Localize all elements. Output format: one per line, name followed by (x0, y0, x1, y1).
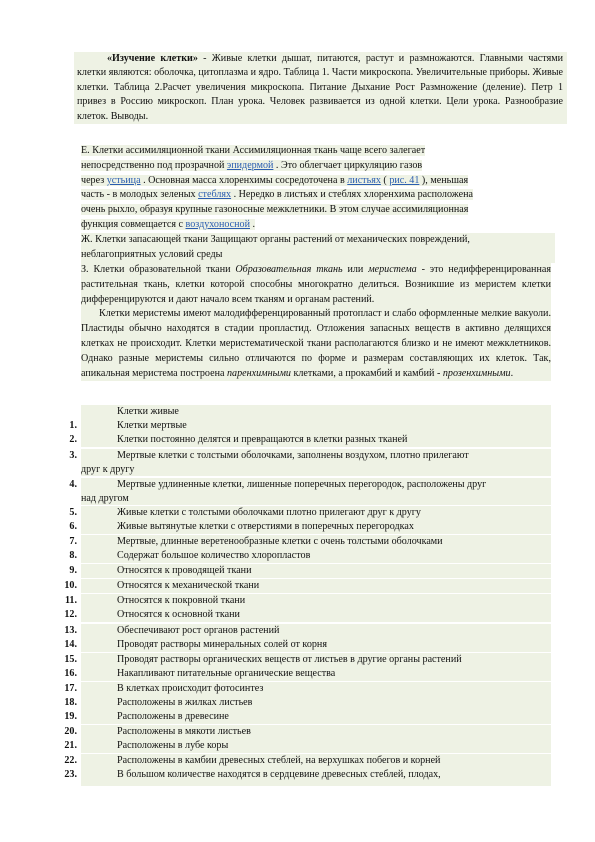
list-item-number: 21. (64, 740, 77, 751)
list-item (64, 638, 551, 652)
list-item (64, 653, 551, 667)
list-item-number: 20. (64, 726, 77, 737)
list-item-text: Расположены в древесине (117, 711, 229, 722)
section-e-text: через (81, 174, 107, 186)
list-item-text: Относятся к механической ткани (117, 580, 260, 591)
list-item-number: 1. (69, 420, 77, 431)
list-item-number: 3. (69, 450, 77, 461)
term-prozenkhimnymi: прозенхимными (442, 367, 511, 379)
link-figure-41[interactable]: рис. 41 (389, 174, 420, 186)
list-item (69, 535, 551, 549)
term-parenkhimnymi: паренхимными (227, 367, 291, 379)
list-item-text: Накапливают питательные органические вещества (117, 668, 336, 679)
list-item-number: 11. (64, 595, 77, 606)
link-ustitsa[interactable]: устьица (106, 174, 141, 186)
list-item-number: 17. (64, 683, 77, 694)
list-item (64, 739, 551, 753)
list-item-number: 12. (64, 609, 77, 620)
list-item (64, 667, 551, 681)
list-header (81, 405, 551, 419)
list-item (69, 549, 551, 563)
list-item-text: Мертвые, длинные веретенообразные клетки с очень толстыми оболочками (117, 536, 443, 547)
list-item-number: 19. (64, 711, 77, 722)
section-e-text: часть - в молодых зеленых (81, 189, 199, 201)
list-item (64, 754, 551, 768)
section-zh-line-1: Ж. Клетки запасающей ткани Защищают органы растений от механических повреждений, (81, 234, 470, 245)
list-item-number: 14. (64, 639, 77, 650)
link-vozdukhonosnoy[interactable]: воздухоносной (185, 218, 250, 230)
section-z-text: . (510, 367, 514, 379)
section-z-text: клетками, а прокамбий и камбий - (290, 367, 443, 379)
list-item-number: 22. (64, 755, 77, 766)
list-item (64, 579, 551, 593)
list-item-number: 2. (69, 434, 77, 445)
list-item-text: Расположены в мякоти листьев (117, 726, 251, 737)
section-e (81, 144, 549, 233)
list-item-number: 5. (69, 507, 77, 518)
list-item-text: Живые клетки с толстыми оболочками плотно прилегают друг к другу (117, 507, 421, 518)
section-e-text: . (250, 218, 256, 230)
list-item-text: Обеспечивают рост органов растений (117, 625, 280, 636)
section-z-text: или (342, 264, 369, 275)
list-header-text: Клетки живые (117, 406, 179, 417)
list-item-text: Клетки мертвые (117, 420, 187, 431)
section-e-text: ), меньшая (419, 174, 469, 186)
section-e-text: непосредственно под прозрачной (81, 159, 227, 171)
intro-paragraph (74, 52, 567, 124)
list-item-number: 9. (69, 565, 77, 576)
list-item-number: 18. (64, 697, 77, 708)
term-obrazovatelnaya-tkan: Образовательная ткань (235, 264, 343, 275)
list-item-text: Расположены в лубе коры (117, 740, 229, 751)
term-meristema: меристема (368, 264, 417, 275)
list-item-number: 8. (69, 550, 77, 561)
link-stebli[interactable]: стеблях (198, 189, 232, 201)
section-e-text: . Это облегчает циркуляцию газов (273, 159, 423, 171)
section-z (81, 263, 551, 381)
list-item-text: В большом количестве находятся в сердцевине древесных стеблей, плодах, (117, 769, 441, 780)
list-item-number: 7. (69, 536, 77, 547)
section-e-text: функция совмещается с (81, 218, 186, 230)
list-item-text: Расположены в камбии древесных стеблей, на верхушках побегов и корней (117, 755, 441, 766)
list-item (64, 682, 551, 696)
list-item-number: 10. (64, 580, 77, 591)
list-item (64, 710, 551, 724)
list-item-text: Относятся к покровной ткани (117, 595, 246, 606)
list-item (64, 768, 551, 786)
link-epiderma[interactable]: эпидермой (226, 159, 274, 171)
section-e-text: . Нередко в листьях и стеблях хлоренхима расположена (231, 189, 473, 201)
list-item (69, 520, 551, 534)
section-z-text: - это недифференцированная растительная ткань, клетки которой способны многократно делиться. Возникшие из меристем клетки дифференцируются и дают начало всем тканям и органам растений. (81, 264, 551, 305)
link-listya[interactable]: листьях (347, 174, 381, 186)
list-item (69, 506, 551, 520)
list-item-text: Содержат большое количество хлоропластов (117, 550, 311, 561)
list-item (64, 624, 551, 638)
list-item-text: Относятся к проводящей ткани (117, 565, 252, 576)
section-e-line-1: Е. Клетки ассимиляционной ткани Ассимиляционная ткань чаще всего залегает (81, 145, 426, 156)
list-item (64, 594, 551, 608)
list-item (69, 433, 551, 447)
list-item-number: 15. (64, 654, 77, 665)
section-z-paragraph-2 (81, 307, 551, 381)
list-item-text: В клетках происходит фотосинтез (117, 683, 264, 694)
list-item (64, 725, 551, 739)
list-item-text-continued: друг к другу (81, 463, 135, 475)
section-z-text: Клетки меристемы имеют малодифференцированный протопласт и слабо оформленные мелкие вакуоли. Пластиды обычно находятся в стадии пропластид. Отложения запасных веществ в активно делящихся клетках не происходит. Клетки меристематической ткани располагаются близко и не имеют межклетников. Однако разные меристемы сильно отличаются по форме и размерам составляющих их клеток. Так, апикальная меристема построена (81, 308, 551, 379)
section-e-line-5: очень рыхло, образуя крупные газоносные межклетники. В этом случае ассимиляционная (81, 204, 469, 216)
list-item (69, 419, 551, 433)
list-item-text-continued: над другом (81, 492, 129, 504)
list-item-number: 6. (69, 521, 77, 532)
section-z-paragraph-1 (81, 263, 551, 307)
section-e-text: . Основная масса хлоренхимы сосредоточена в (140, 174, 348, 186)
intro-text: - Живые клетки дышат, питаются, растут и размножаются. Главными частями клетки являются: оболочка, цитоплазма и ядро. Таблица 1. Части микроскопа. Увеличительные приборы. Живые клетки. Таблица 2.Расчет увеличения микроскопа. Питание Дыхание Рост Размножение (деление). Петр 1 привез в Россию микроскоп. План урока. Человек развивается из одной клетки. Цели урока. Разнообразие клеток. Выводы. (77, 53, 563, 122)
list-item-text: Клетки постоянно делятся и превращаются в клетки разных тканей (117, 434, 408, 445)
list-item (69, 449, 551, 476)
list-item-text: Относятся к основной ткани (117, 609, 240, 620)
list-item-text: Живые вытянутые клетки с отверстиями в поперечных перегородках (117, 521, 414, 532)
list-item (64, 608, 551, 622)
list-item-text: Мертвые удлиненные клетки, лишенные поперечных перегородок, расположены друг (117, 479, 487, 490)
section-e-text: ( (380, 174, 390, 186)
section-zh-line-2: неблагоприятных условий среды (81, 248, 223, 260)
list-item (69, 478, 551, 505)
list-item-number: 16. (64, 668, 77, 679)
section-z-text: З. Клетки образовательной ткани (81, 264, 236, 275)
list-item-text: Проводят растворы органических веществ от листьев в другие органы растений (117, 654, 462, 665)
list-item-number: 23. (64, 769, 77, 780)
intro-title: «Изучение клетки» (107, 53, 198, 64)
list-item-text: Проводят растворы минеральных солей от корня (117, 639, 327, 650)
list-item-number: 4. (69, 479, 77, 490)
list-item-text: Мертвые клетки с толстыми оболочками, заполнены воздухом, плотно прилегают (117, 450, 469, 461)
list-item (69, 564, 551, 578)
list-item-text: Расположены в жилках листьев (117, 697, 253, 708)
list-item (64, 696, 551, 710)
section-zh (81, 233, 555, 263)
list-item-number: 13. (64, 625, 77, 636)
